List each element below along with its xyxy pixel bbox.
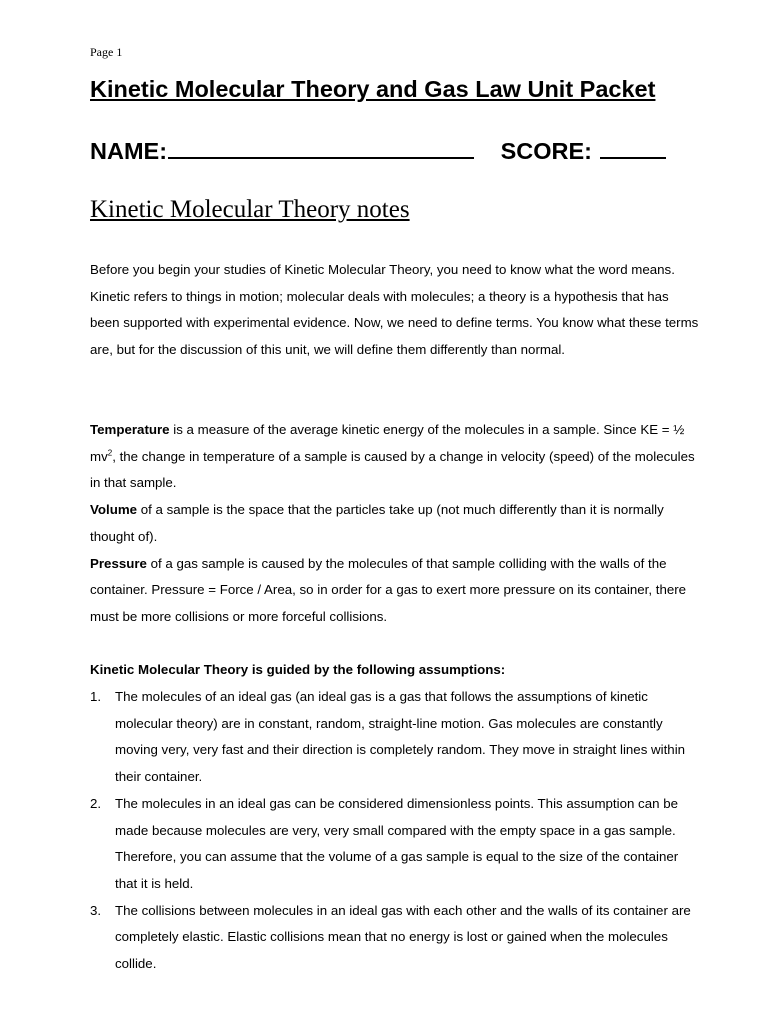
list-item-number: 3. — [90, 902, 102, 918]
intro-paragraph: Before you begin your studies of Kinetic Molecular Theory, you need to know what the word means. Kinetic refers to things in motion; molecular deals with molecules; a theory is a hypothesis that has been supported with experimental evidence. Now, we need to define terms. You know what these terms are, but for the discussion of this unit, we will define them differently than normal. — [90, 262, 699, 358]
list-item — [90, 684, 702, 791]
volume-term: Volume — [90, 502, 138, 518]
assumptions-heading: Kinetic Molecular Theory is guided by the following assumptions: — [90, 662, 506, 677]
list-item-text: The molecules of an ideal gas (an ideal gas is a gas that follows the assumptions of kinetic molecular theory) are in constant, random, straight-line motion. Gas molecules are constantly moving very, very fast and their direction is completely random. They move in straight lines within their container. — [115, 689, 686, 785]
list-item-text: The molecules in an ideal gas can be considered dimensionless points. This assumption can be made because molecules are very, very small compared with the empty space in a gas sample. Therefore, you can assume that the volume of a gas sample is equal to the size of the container that it is held. — [115, 795, 679, 891]
score-blank-line — [600, 135, 666, 159]
page-number: Page 1 — [90, 45, 123, 59]
name-blank-line — [168, 135, 474, 159]
volume-text: of a sample is the space that the particles take up (not much differently than it is normally thought of). — [90, 502, 664, 544]
assumptions-list — [90, 684, 702, 978]
list-item-number: 2. — [90, 795, 102, 811]
pressure-definition — [90, 551, 700, 631]
name-score-row — [90, 135, 666, 165]
temperature-definition — [90, 417, 700, 497]
temperature-text-2: , the change in temperature of a sample is caused by a change in velocity (speed) of the molecules in that sample. — [90, 448, 695, 491]
list-item-text: The collisions between molecules in an ideal gas with each other and the walls of its container are completely elastic. Elastic collisions mean that no energy is lost or gained when the molecules collide. — [115, 902, 691, 972]
volume-definition — [90, 497, 700, 550]
definitions-block — [90, 417, 700, 631]
name-label: NAME: — [90, 138, 168, 164]
list-item — [90, 791, 702, 898]
list-item — [90, 898, 702, 978]
section-heading: Kinetic Molecular Theory notes — [90, 196, 410, 223]
packet-title: Kinetic Molecular Theory and Gas Law Unit Packet — [90, 76, 656, 102]
score-label: SCORE: — [500, 138, 592, 164]
pressure-term: Pressure — [90, 555, 147, 571]
temperature-superscript: 2 — [107, 448, 113, 458]
temperature-term: Temperature — [90, 422, 170, 437]
temperature-text-1: is a measure of the average kinetic energy of the molecules in a sample. Since KE = ½ mv — [90, 422, 685, 464]
pressure-text: of a gas sample is caused by the molecules of that sample colliding with the walls of the container. Pressure = Force / Area, so in order for a gas to exert more pressure on its container, there must be more collisions or more forceful collisions. — [90, 555, 687, 624]
list-item-number: 1. — [90, 689, 102, 704]
